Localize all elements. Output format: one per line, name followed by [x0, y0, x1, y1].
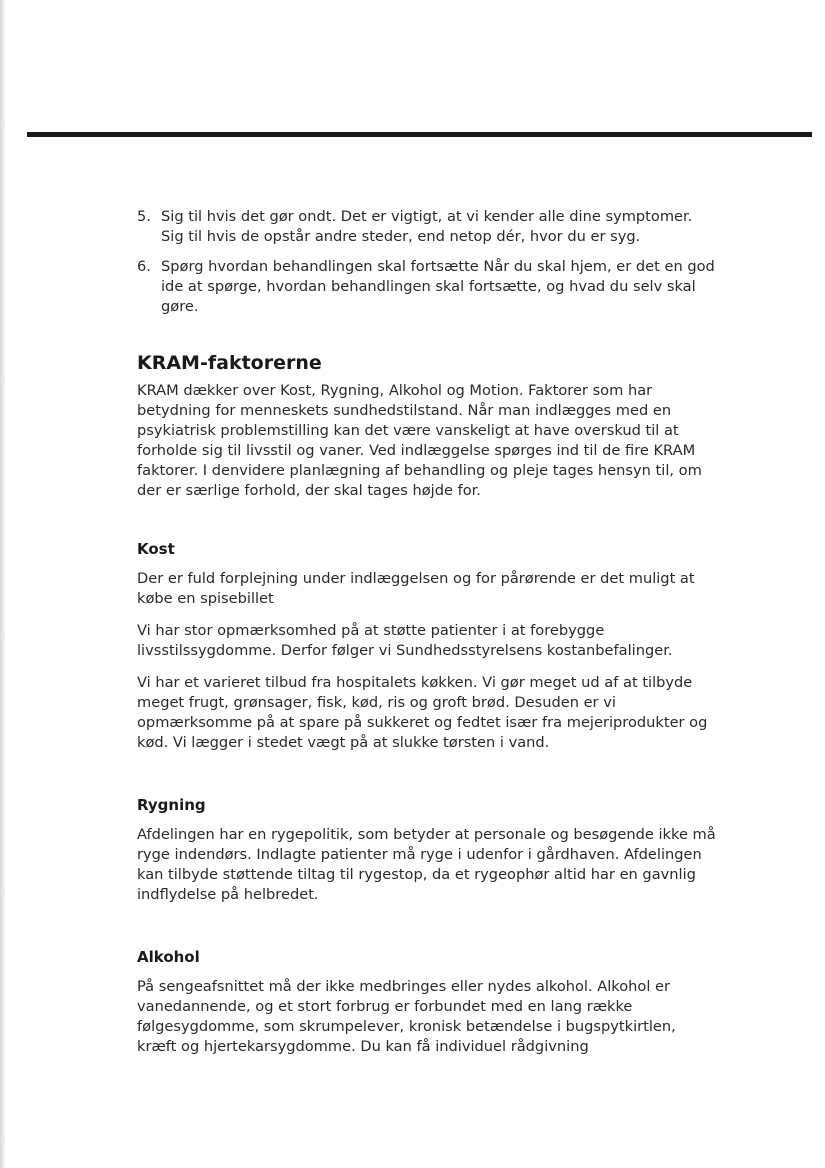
paragraph-kost-3: Vi har et varieret tilbud fra hospitalets køkken. Vi gør meget ud af at tilbyde meget frugt, grønsager, fisk, kød, ris og groft brød. Desuden er vi opmærksomme på at spare på sukkeret og fedtet især fra mejeriprodukter og kød. Vi lægger i stedet vægt på at slukke tørsten i vand.	[137, 674, 708, 751]
section-heading-kram: KRAM-faktorerne	[137, 352, 322, 374]
scan-edge	[0, 0, 5, 1168]
paragraph-kost-2: Vi har stor opmærksomhed på at støtte patienter i at forebygge livsstilssygdomme. Derfor følger vi Sundhedsstyrelsens kostanbefalinger.	[137, 622, 673, 659]
list-number: 6.	[137, 258, 151, 275]
list-item	[137, 207, 717, 247]
list-text: Spørg hvordan behandlingen skal fortsætte Når du skal hjem, er det en god ide at spørge, hvordan behandlingen skal fortsætte, og hvad du selv skal gøre.	[161, 258, 715, 315]
list-text: Sig til hvis det gør ondt. Det er vigtigt, at vi kender alle dine symptomer. Sig til hvis de opstår andre steder, end netop dér, hvor du er syg.	[161, 208, 693, 245]
paragraph-alkohol: På sengeafsnittet må der ikke medbringes eller nydes alkohol. Alkohol er vanedannende, og et stort forbrug er forbundet med en lang række følgesygdomme, som skrumpelever, kronisk betændelse i bugspytkirtlen, kræft og hjertekarsygdomme. Du kan få individuel rådgivning	[137, 978, 676, 1055]
section-heading-kost: Kost	[137, 540, 175, 558]
section-heading-alkohol: Alkohol	[137, 948, 200, 966]
paragraph-kost-1: Der er fuld forplejning under indlæggelsen og for pårørende er det muligt at købe en spisebillet	[137, 570, 695, 607]
section-heading-rygning: Rygning	[137, 796, 206, 814]
list-number: 5.	[137, 208, 151, 225]
paragraph-rygning: Afdelingen har en rygepolitik, som betyder at personale og besøgende ikke må ryge indendørs. Indlagte patienter må ryge i udenfor i gårdhaven. Afdelingen kan tilbyde støttende tiltag til rygestop, da et rygeophør altid har en gavnlig indflydelse på helbredet.	[137, 826, 716, 903]
header-rule	[27, 132, 812, 137]
document-body	[137, 207, 717, 1069]
paragraph-kram: KRAM dækker over Kost, Rygning, Alkohol og Motion. Faktorer som har betydning for menneskets sundhedstilstand. Når man indlægges med en psykiatrisk problemstilling kan det være vanskeligt at have overskud til at forholde sig til livsstil og vaner. Ved indlæggelse spørges ind til de fire KRAM faktorer. I denvidere planlægning af behandling og pleje tages hensyn til, om der er særlige forhold, der skal tages højde for.	[137, 382, 702, 499]
list-item	[137, 257, 717, 317]
numbered-list	[137, 207, 717, 317]
